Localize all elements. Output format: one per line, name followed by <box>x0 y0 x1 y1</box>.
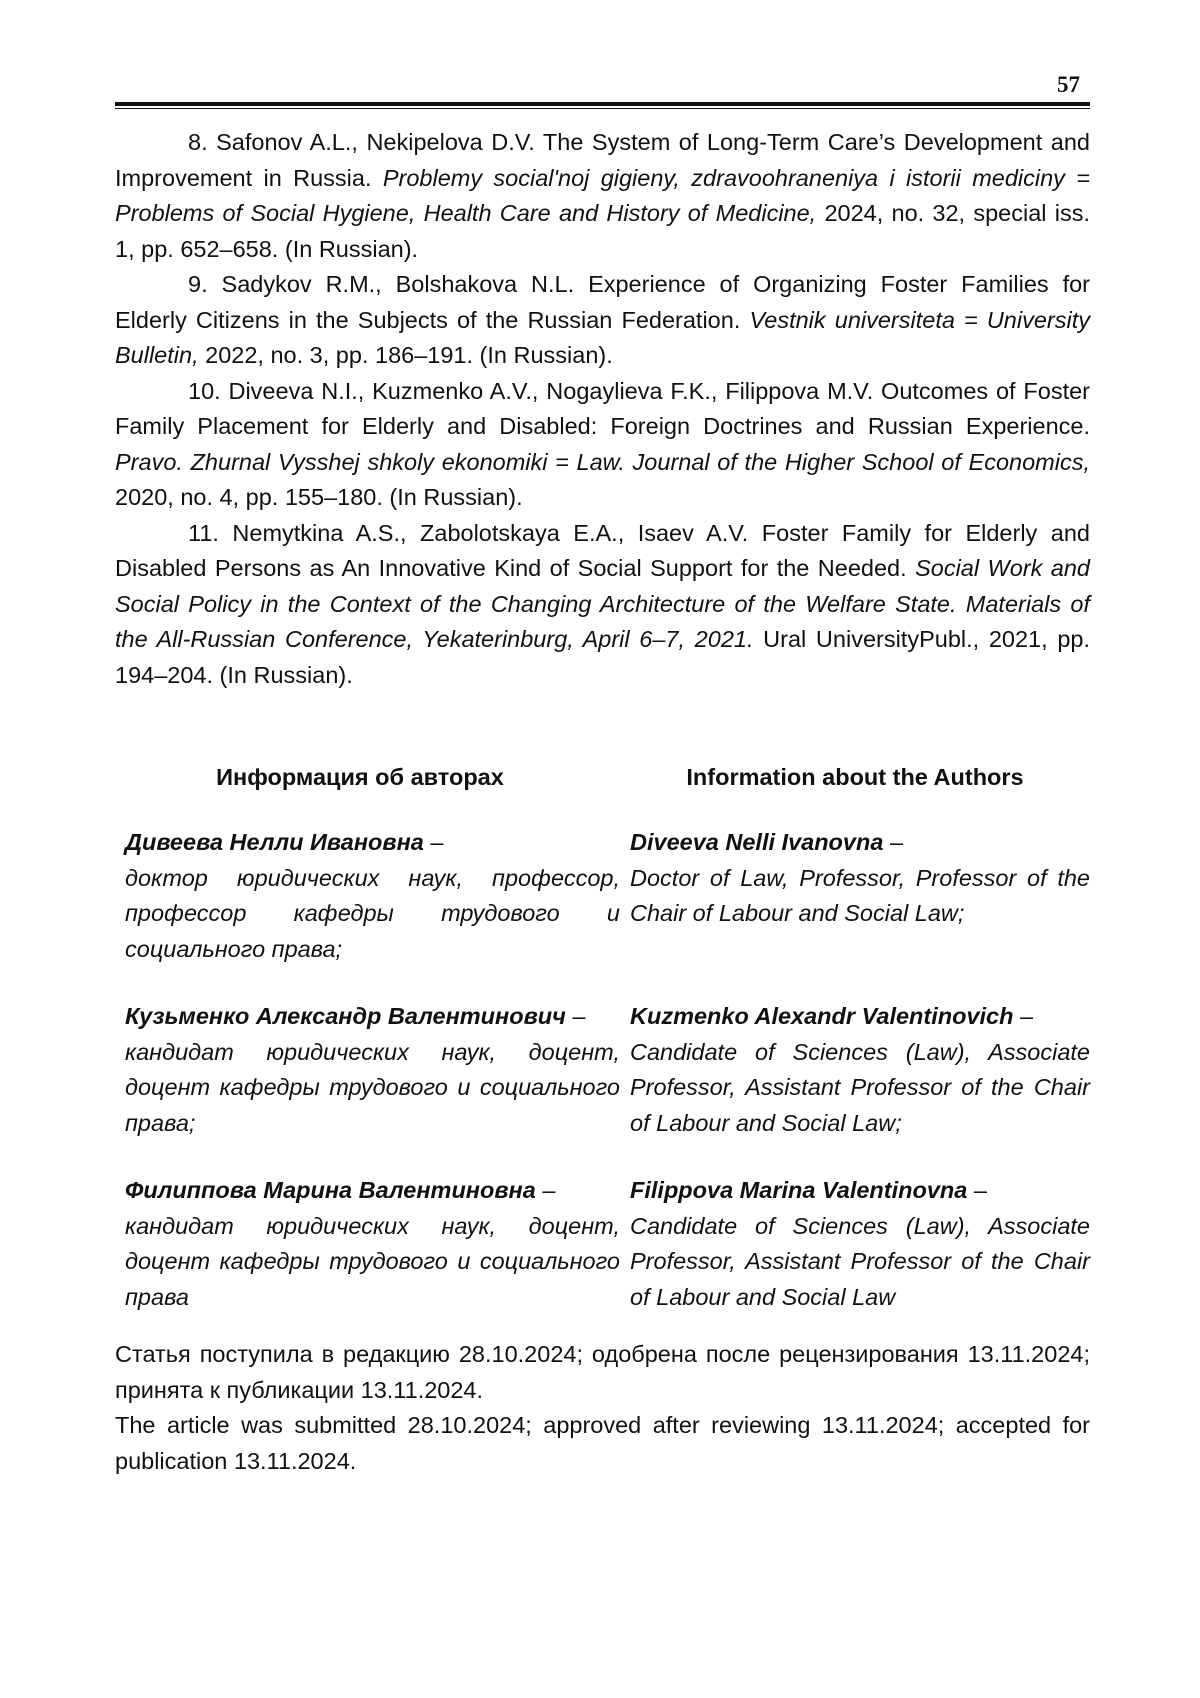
author-info-ru <box>115 1173 620 1315</box>
author-dash: – <box>542 1177 556 1203</box>
author-desc-en: Candidate of Sciences (Law), Associate Professor, Assistant Professor of the Chair of Labour and Social Law; <box>630 1038 1090 1136</box>
reference-details: 2022, no. 3, pp. 186–191. (In Russian). <box>198 342 613 368</box>
reference-source: Social Work and Social Policy in the Context of the Changing Architecture of the Welfare State. Materials of the All-Russian Conference, Yekaterinburg, April 6–7, 2021. <box>115 555 1090 652</box>
reference-source: Problemy social'noj gigieny, zdravoohraneniya i istorii mediciny = Problems of Social Hygiene, Health Care and History of Medicine, <box>115 164 1091 226</box>
authors-heading-ru: Информация об авторах <box>216 764 504 790</box>
author-name-ru: Филиппова Марина Валентиновна <box>125 1177 536 1203</box>
reference-item <box>115 125 1090 267</box>
reference-text: 8. Safonov A.L., Nekipelova D.V. The System of Long-Term Care’s Development and Improvement in Russia. <box>115 129 1090 191</box>
article-dates-en: The article was submitted 28.10.2024; approved after reviewing 13.11.2024; accepted for publication 13.11.2024. <box>115 1412 1090 1474</box>
author-name-en: Filippova Marina Valentinovna <box>630 1177 968 1203</box>
reference-text: 10. Diveeva N.I., Kuzmenko A.V., Nogaylieva F.K., Filippova M.V. Outcomes of Foster Family Placement for Elderly and Disabled: Foreign Doctrines and Russian Experience. <box>115 377 1090 439</box>
article-dates <box>115 1337 1090 1479</box>
author-row <box>115 999 1090 1141</box>
reference-item <box>115 516 1090 694</box>
author-dash: – <box>572 1003 586 1029</box>
author-info-ru <box>115 825 620 967</box>
reference-details: 2020, no. 4, pp. 155–180. (In Russian). <box>115 484 523 510</box>
author-name-ru: Кузьменко Александр Валентинович <box>125 1003 566 1029</box>
page-number: 57 <box>1057 72 1080 97</box>
reference-list <box>115 125 1090 693</box>
author-dash: – <box>430 829 444 855</box>
journal-page <box>115 70 1090 1479</box>
reference-text: 11. Nemytkina A.S., Zabolotskaya E.A., Isaev A.V. Foster Family for Elderly and Disabled Persons as An Innovative Kind of Social Support for the Needed. <box>115 519 1090 581</box>
article-dates-ru: Статья поступила в редакцию 28.10.2024; одобрена после рецензирования 13.11.2024; принята к публикации 13.11.2024. <box>115 1341 1090 1403</box>
author-dash: – <box>1020 1003 1034 1029</box>
authors-heading-en: Information about the Authors <box>686 764 1024 790</box>
authors-headings <box>115 759 1090 795</box>
author-name-en: Diveeva Nelli Ivanovna <box>630 829 884 855</box>
author-desc-en: Doctor of Law, Professor, Professor of the Chair of Labour and Social Law; <box>630 864 1090 926</box>
reference-text: 9. Sadykov R.M., Bolshakova N.L. Experience of Organizing Foster Families for Elderly Citizens in the Subjects of the Russian Federation. <box>115 271 1090 333</box>
author-dash: – <box>889 829 904 855</box>
reference-details: Ural UniversityPubl., 2021, pp. 194–204. (In Russian). <box>115 626 1090 688</box>
author-desc-ru: доктор юридических наук, профессор, профессор кафедры трудового и социального права; <box>125 864 620 962</box>
author-desc-ru: кандидат юридических наук, доцент, доцент кафедры трудового и социального права; <box>125 1038 620 1136</box>
author-info-ru <box>115 999 620 1141</box>
author-desc-en: Candidate of Sciences (Law), Associate Professor, Assistant Professor of the Chair of Labour and Social Law <box>630 1212 1090 1310</box>
author-name-ru: Дивеева Нелли Ивановна <box>125 829 424 855</box>
author-info-en <box>630 1173 1090 1315</box>
author-name-en: Kuzmenko Alexandr Valentinovich <box>630 1003 1014 1029</box>
reference-details: 2024, no. 32, special iss. 1, pp. 652–658. (In Russian). <box>115 200 1090 262</box>
reference-item <box>115 267 1090 374</box>
reference-source: Pravo. Zhurnal Vysshej shkoly ekonomiki = Law. Journal of the Higher School of Economics, <box>115 448 1090 475</box>
author-desc-ru: кандидат юридических наук, доцент, доцент кафедры трудового и социального права <box>125 1212 620 1310</box>
header-rule-thin <box>115 108 1090 109</box>
reference-source: Vestnik universiteta = University Bulletin, <box>115 306 1090 368</box>
author-info-en <box>630 825 1090 967</box>
author-dash: – <box>973 1177 987 1203</box>
reference-item <box>115 374 1090 516</box>
header-rule-thick <box>115 102 1090 106</box>
author-info-en <box>630 999 1090 1141</box>
author-row <box>115 825 1090 967</box>
authors-section <box>115 759 1090 1315</box>
author-row <box>115 1173 1090 1315</box>
